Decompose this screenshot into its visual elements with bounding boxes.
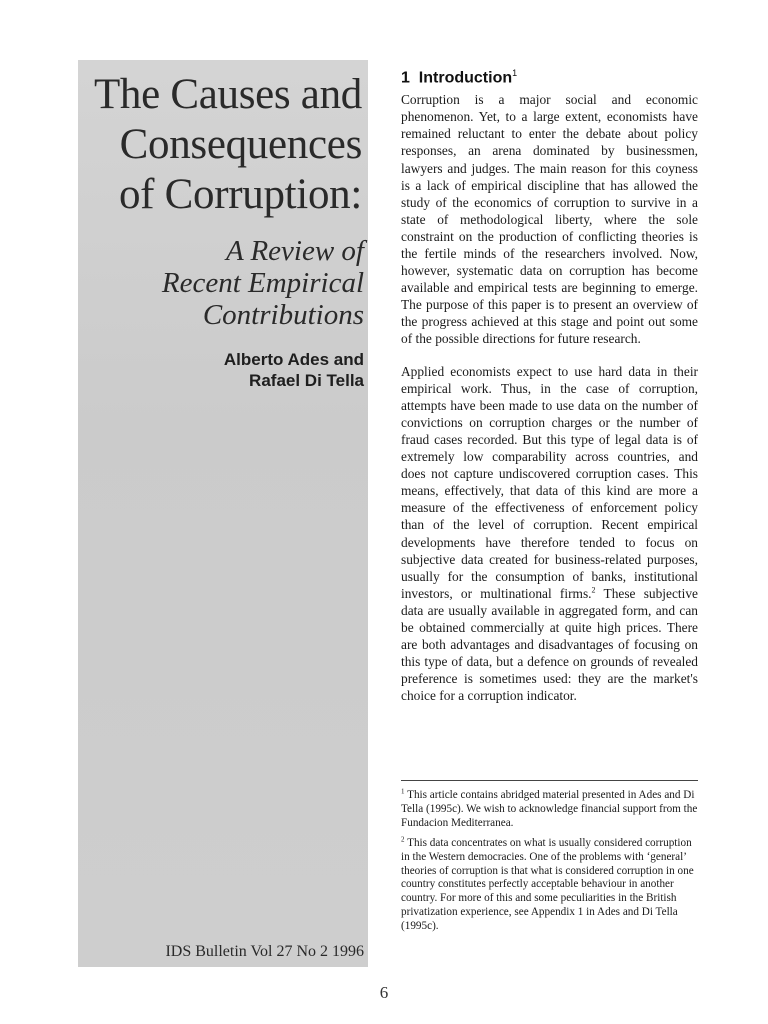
footnote-marker: 2 — [591, 585, 596, 595]
footnote-mark: 2 — [401, 834, 405, 843]
paragraph-text: These subjective data are usually available in aggregated form, and can be obtained commercially at quite high prices. There are both advantages and disadvantages of focusing on this type of data, but a defence on grounds of revealed preference is sometimes used: they are the market's choice for a corruption indicator. — [401, 585, 698, 703]
section-number: 1 — [401, 69, 410, 87]
title-line: Consequences — [119, 121, 362, 168]
paragraph-text: Applied economists expect to use hard data in their empirical work. Thus, in the case of corruption, attempts have been made to use data on the number of convictions on corruption charges or the number of fraud cases recorded. But this type of legal data is of extremely low comparability across countries, and does not capture undiscovered corruption cases. This means, effectively, that data of this kind are more a measure of the effectiveness of enforcement policy than of the level of corruption. Recent empirical developments have therefore tended to focus on subjective data created for business-related purposes, usually for the consumption of banks, institutional investors, or multinational firms. — [401, 364, 698, 601]
title-line: of Corruption: — [118, 171, 362, 218]
title-line: The Causes and — [93, 71, 362, 118]
footnote-marker: 1 — [512, 68, 518, 78]
body-paragraph: Corruption is a major social and economic phenomenon. Yet, to a large extent, economists have remained reluctant to enter the debate about policy responses, an arena dominated by businessmen, lawyers and judges. The main reason for this coyness is a lack of empirical discipline that has allowed the study of the economics of corruption to survive in a state of methodological liberty, where the sole constraint on the production of conflicting theories is the fertile minds of the researchers involved. Now, however, systematic data on corruption has become available and empirical tests are beginning to emerge. The purpose of this paper is to present an overview of the progress achieved at this stage and point out some of the possible directions for future research. — [401, 92, 698, 346]
section-heading — [401, 62, 698, 89]
author-line: Alberto Ades and — [223, 350, 364, 369]
body-column — [401, 62, 698, 704]
footnotes — [401, 780, 698, 934]
footnote-text: This article contains abridged material presented in Ades and Di Tella (1995c). We wish to acknowledge financial support from the Fundacion Mediterranea. — [401, 789, 698, 829]
author-list — [74, 349, 364, 391]
title-panel — [78, 60, 368, 967]
page-number: 6 — [379, 983, 389, 1002]
bulletin-citation: IDS Bulletin Vol 27 No 2 1996 — [165, 943, 364, 960]
footnote-rule — [401, 780, 698, 781]
author-line: Rafael Di Tella — [249, 371, 364, 390]
footnote-mark: 1 — [401, 787, 405, 796]
subtitle-line: A Review of — [226, 235, 364, 267]
footnote — [401, 834, 698, 934]
footnote — [401, 789, 698, 831]
section-title: Introduction — [418, 69, 513, 87]
subtitle-line: Contributions — [202, 299, 364, 331]
body-paragraph — [401, 363, 698, 704]
footnote-text: This data concentrates on what is usually considered corruption in the Western democracies. One of the problems with ‘general’ theories of corruption is that what is considered corruption in one country constitutes perfectly acceptable behaviour in another country. For more of this and some peculiarities in the British privatization experience, see Appendix 1 in Ades and Di Tella (1995c). — [401, 836, 694, 933]
article-subtitle — [74, 235, 364, 331]
article-title — [72, 70, 362, 220]
subtitle-line: Recent Empirical — [161, 267, 364, 299]
